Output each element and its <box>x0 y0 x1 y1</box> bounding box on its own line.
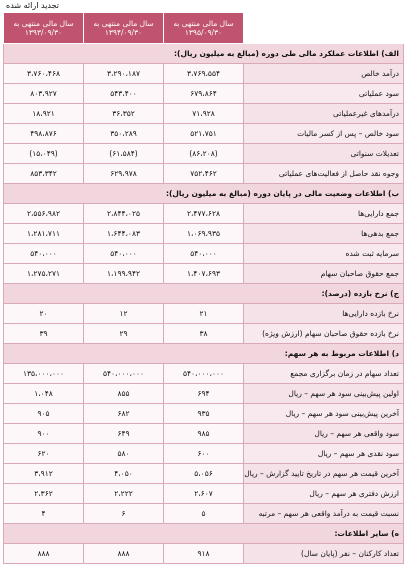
row-value: ۲،۵۵۶،۹۸۲ <box>4 204 84 224</box>
table-row <box>4 204 404 224</box>
table-row <box>4 424 404 444</box>
row-value: ۹۰۵ <box>4 404 84 424</box>
row-label: درآمد خالص <box>244 64 404 84</box>
row-value: (۱۵،۰۴۹) <box>4 144 84 164</box>
row-value: ۶۰۰ <box>164 444 244 464</box>
row-value: ۳،۷۶۹،۵۵۴ <box>164 64 244 84</box>
row-label: سود نقدی هر سهم – ریال <box>244 444 404 464</box>
row-label: جمع حقوق صاحبان سهام <box>244 264 404 284</box>
row-value: ۸۵۵ <box>84 384 164 404</box>
row-value: ۳۸ <box>164 324 244 344</box>
row-value: ۱،۲۷۵،۲۷۱ <box>4 264 84 284</box>
row-value: ۸۸۸ <box>4 544 84 564</box>
table-row <box>4 504 404 524</box>
row-value: ۳۹ <box>4 324 84 344</box>
row-value: ۵۴۰،۰۰۰ <box>164 244 244 264</box>
row-label: نرخ بازده دارایی‌ها <box>244 304 404 324</box>
row-value: ۳،۹۱۲ <box>4 464 84 484</box>
row-value: ۷۱،۹۲۸ <box>164 104 244 124</box>
financial-summary-table <box>3 12 404 564</box>
row-value: ۶۴۹ <box>84 424 164 444</box>
row-label: ارزش دفتری هر سهم – ریال <box>244 484 404 504</box>
row-value: ۵۴۳،۴۰۰ <box>84 84 164 104</box>
row-label: وجوه نقد حاصل از فعالیت‌های عملیاتی <box>244 164 404 184</box>
header-year-1394: سال مالی منتهی به ۱۳۹۴/۰۹/۳۰ <box>84 13 164 44</box>
row-value: ۶۲۹،۹۷۸ <box>84 164 164 184</box>
restated-note: تجدید ارائه شده <box>6 1 60 10</box>
row-value: ۲،۲۲۲ <box>84 484 164 504</box>
section-header-row <box>4 44 404 64</box>
row-label: سرمایه ثبت شده <box>244 244 404 264</box>
row-value: ۵،۰۵۶ <box>164 464 244 484</box>
row-value: ۵۸۰ <box>84 444 164 464</box>
row-value: ۲۹ <box>84 324 164 344</box>
row-value: ۱،۰۶۹،۹۳۵ <box>164 224 244 244</box>
header-row <box>4 13 404 44</box>
row-label: سود عملیاتی <box>244 84 404 104</box>
row-value: ۱۲ <box>84 304 164 324</box>
section-title: ب) اطلاعات وضعیت مالی در پایان دوره (مبالغ به میلیون ریال): <box>4 184 404 204</box>
table-row <box>4 404 404 424</box>
row-value: ۳،۲۹۰،۱۸۷ <box>84 64 164 84</box>
row-value: ۲۰ <box>4 304 84 324</box>
row-label: جمع بدهی‌ها <box>244 224 404 244</box>
row-value: ۹۰۰ <box>4 424 84 444</box>
section-header-row <box>4 184 404 204</box>
row-value: ۶۷۹،۸۶۴ <box>164 84 244 104</box>
row-value: ۷۵۲،۴۶۲ <box>164 164 244 184</box>
row-value: ۲۱ <box>164 304 244 324</box>
row-value: ۴،۰۵۰ <box>84 464 164 484</box>
row-label: اولین پیش‌بینی سود هر سهم – ریال <box>244 384 404 404</box>
table-row <box>4 464 404 484</box>
section-title: ه) سایر اطلاعات: <box>4 524 404 544</box>
row-value: ۳۵۰،۲۸۹ <box>84 124 164 144</box>
table-row <box>4 444 404 464</box>
row-value: ۲،۳۶۲ <box>4 484 84 504</box>
table-row <box>4 64 404 84</box>
section-title: ج) نرخ بازده (درصد): <box>4 284 404 304</box>
section-header-row <box>4 284 404 304</box>
row-value: ۱،۴۰۷،۶۹۳ <box>164 264 244 284</box>
header-year-1395: سال مالی منتهی به ۱۳۹۵/۰۹/۳۰ <box>164 13 244 44</box>
row-label: جمع دارایی‌ها <box>244 204 404 224</box>
row-value: ۱،۶۴۴،۰۸۳ <box>84 224 164 244</box>
row-value: ۸۰۳،۹۲۷ <box>4 84 84 104</box>
table-row <box>4 224 404 244</box>
table-row <box>4 124 404 144</box>
table-row <box>4 384 404 404</box>
row-value: ۶۸۲ <box>84 404 164 424</box>
row-value: ۵۴۰،۰۰۰،۰۰۰ <box>84 364 164 384</box>
row-value: ۸۵۳،۳۴۲ <box>4 164 84 184</box>
row-value: ۶۹۴ <box>164 384 244 404</box>
section-title: الف) اطلاعات عملکرد مالی طی دوره (مبالغ به میلیون ریال): <box>4 44 404 64</box>
table-row <box>4 244 404 264</box>
row-value: ۸۸۸ <box>84 544 164 564</box>
header-blank <box>244 13 404 44</box>
row-value: (۶۱،۵۸۴) <box>84 144 164 164</box>
section-header-row <box>4 524 404 544</box>
row-value: ۵۴۰،۰۰۰ <box>84 244 164 264</box>
section-header-row <box>4 344 404 364</box>
row-value: ۹۳۵ <box>164 404 244 424</box>
table-row <box>4 304 404 324</box>
row-value: ۲،۸۴۴،۰۲۵ <box>84 204 164 224</box>
table-row <box>4 324 404 344</box>
row-value: ۴ <box>4 504 84 524</box>
table-row <box>4 104 404 124</box>
row-value: ۵۴۰،۰۰۰ <box>4 244 84 264</box>
row-value: ۹۱۸ <box>164 544 244 564</box>
row-value: ۳،۷۶۰،۴۶۸ <box>4 64 84 84</box>
row-label: نرخ بازده حقوق صاحبان سهام (ارزش ویژه) <box>244 324 404 344</box>
row-value: ۱،۲۸۱،۷۱۱ <box>4 224 84 244</box>
row-value: ۲،۴۷۷،۶۲۸ <box>164 204 244 224</box>
table-row <box>4 144 404 164</box>
row-value: ۶ <box>84 504 164 524</box>
row-value: ۶۲۰ <box>4 444 84 464</box>
table-row <box>4 544 404 564</box>
table-row <box>4 164 404 184</box>
row-value: ۱۸،۹۲۱ <box>4 104 84 124</box>
table-body <box>4 44 404 564</box>
table-row <box>4 84 404 104</box>
row-label: تعداد کارکنان – نفر (پایان سال) <box>244 544 404 564</box>
row-label: تعداد سهام در زمان برگزاری مجمع <box>244 364 404 384</box>
row-label: درآمدهای غیرعملیاتی <box>244 104 404 124</box>
row-value: ۱۳۵،۰۰۰،۰۰۰ <box>4 364 84 384</box>
row-label: تعدیلات سنواتی <box>244 144 404 164</box>
row-label: سود خالص – پس از کسر مالیات <box>244 124 404 144</box>
table-row <box>4 264 404 284</box>
row-value: ۳۶،۳۵۲ <box>84 104 164 124</box>
row-value: ۱،۰۴۸ <box>4 384 84 404</box>
row-label: نسبت قیمت به درآمد واقعی هر سهم – مرتبه <box>244 504 404 524</box>
row-value: ۲،۶۰۷ <box>164 484 244 504</box>
row-value: ۴۹۸،۸۷۶ <box>4 124 84 144</box>
table-row <box>4 364 404 384</box>
table-row <box>4 484 404 504</box>
row-value: ۹۸۵ <box>164 424 244 444</box>
row-label: سود واقعی هر سهم – ریال <box>244 424 404 444</box>
row-label: آخرین پیش‌بینی سود هر سهم – ریال <box>244 404 404 424</box>
header-year-1393: سال مالی منتهی به ۱۳۹۳/۰۹/۳۰ <box>4 13 84 44</box>
row-value: (۸۶،۲۰۸) <box>164 144 244 164</box>
section-title: د) اطلاعات مربوط به هر سهم: <box>4 344 404 364</box>
row-label: آخرین قیمت هر سهم در تاریخ تایید گزارش – ریال <box>244 464 404 484</box>
row-value: ۱،۱۹۹،۹۴۲ <box>84 264 164 284</box>
row-value: ۵ <box>164 504 244 524</box>
row-value: ۵۴۰،۰۰۰،۰۰۰ <box>164 364 244 384</box>
row-value: ۵۲۱،۷۵۱ <box>164 124 244 144</box>
